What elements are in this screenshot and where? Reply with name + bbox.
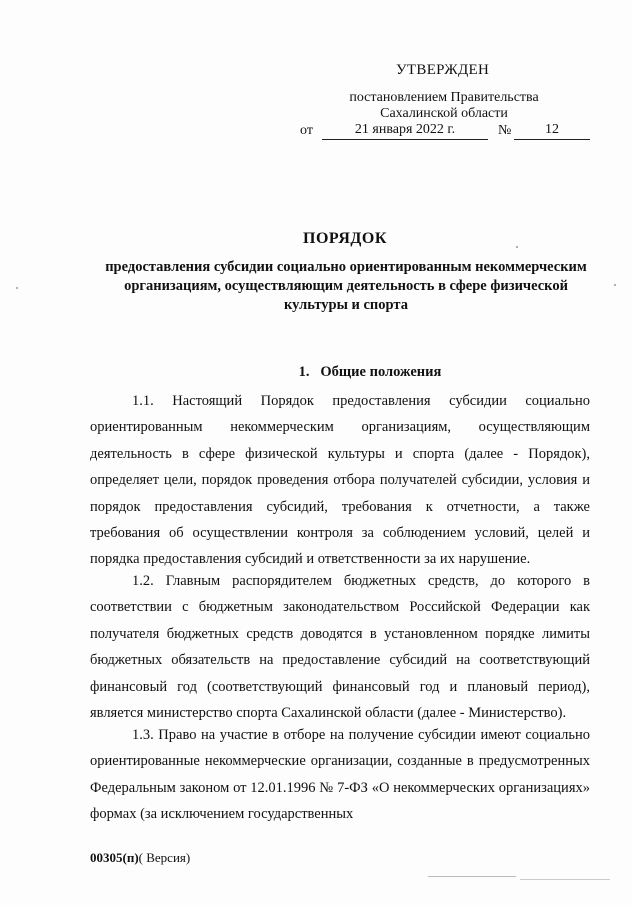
footer-version: ( Версия) [138,850,191,865]
approval-by: постановлением Правительства Сахалинской области [349,90,539,121]
document-title: ПОРЯДОК [303,230,387,247]
scan-speck [614,284,616,286]
approval-from-label: от [300,123,313,138]
approval-number: 12 [514,122,590,140]
document-subtitle: предоставления субсидии социально ориентированным некоммерческим организациям, осуществляющим деятельность в сфере физической культуры и спорта [105,259,587,313]
footer-code-number: 00305(п) [90,850,139,865]
approval-title: УТВЕРЖДЕН [396,62,490,78]
paragraph-1-1: 1.1. Настоящий Порядок предоставления субсидии социально ориентированным некоммерческим организациям, осуществляющим деятельность в сфере физической культуры и спорта (далее - Порядок), определяет цели, порядок проведения отбора получателей субсидии, условия и порядок предоставления субсидий, требования к отчетности, а также требования об осуществлении контроля за соблюдением условий, целей и порядка предоставления субсидий и ответственности за их нарушение. [90,393,590,568]
approval-number-label: № [498,123,512,138]
footer-code [90,850,190,866]
paragraph-1-2: 1.2. Главным распорядителем бюджетных средств, до которого в соответствии с бюджетным законодательством Российской Федерации как получателя бюджетных средств доводятся в установленном порядке лимиты бюджетных обязательств на предоставление субсидий на соответствующий финансовый год (соответствующий финансовый год и плановый период), является министерство спорта Сахалинской области (далее - Министерство). [90,573,590,722]
scan-line [428,876,516,877]
paragraph-1-3: 1.3. Право на участие в отборе на получение субсидии имеют социально ориентированные некоммерческие организации, созданные в предусмотренных Федеральным законом от 12.01.1996 № 7-ФЗ «О некоммерческих организациях» формах (за исключением государственных [90,727,590,823]
scan-speck [16,287,18,289]
section-heading: 1. Общие положения [298,364,442,380]
scan-line [520,879,610,880]
approval-date-line [300,122,592,142]
scan-speck [516,246,518,248]
approval-date: 21 января 2022 г. [322,122,488,140]
